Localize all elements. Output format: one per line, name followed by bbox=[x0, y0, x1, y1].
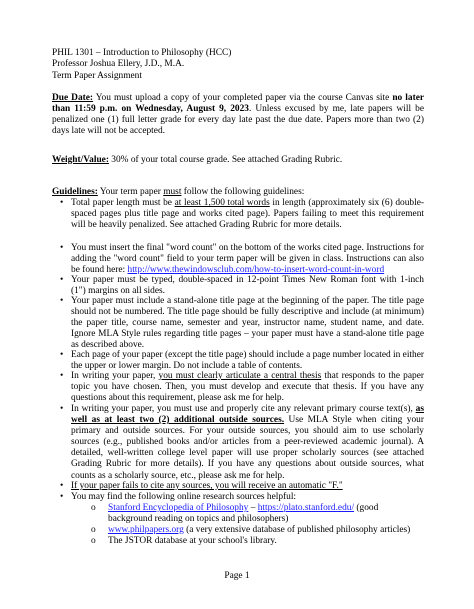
plato-url-link[interactable]: https://plato.stanford.edu/ bbox=[257, 503, 355, 513]
guidelines-label: Guidelines: bbox=[52, 187, 98, 197]
philpapers-link[interactable]: www.philpapers.org bbox=[108, 525, 184, 535]
source-item: o www.philpapers.org (a very extensive database of published philosophy articles) bbox=[91, 525, 411, 535]
source-item: o Stanford Encyclopedia of Philosophy – https://plato.stanford.edu/ (good background reading on topics and philosophers) bbox=[91, 503, 379, 525]
list-item: • Total paper length must be at least 1,500 total words in length (approximately six (6) double-spaced pages plus title page and works cited page). Papers failing to meet this requirement will be heavily penalized. See attached Grading Rubric for more details. bbox=[60, 198, 424, 231]
professor-name: Professor Joshua Ellery, J.D., M.A. bbox=[52, 59, 185, 70]
due-date-paragraph: Due Date: You must upload a copy of your completed paper via the course Canvas site no later than 11:59 p.m. on Wednesday, August 9, 2023. Unless excused by me, late papers will be penalized one (1) full letter grade for every day late past the due date. Papers more than two (2) days late will not be accepted. bbox=[52, 93, 425, 137]
list-item: • In writing your paper, you must use and properly cite any relevant primary course text(s), as well as at least two (2) additional outside sources. Use MLA Style when citing your primary and outside sources. For your outside sources, you should aim to use scholarly sources (e.g., published books and/or articles from a peer-reviewed academic journal). A detailed, well-written college level paper will use proper scholarly sources (see attached Grading Rubric for more details). If you have any questions about outside sources, what counts as a scholarly source, etc., please ask me for help. bbox=[60, 404, 424, 481]
guidelines-heading: Guidelines: Your term paper must follow the following guidelines: bbox=[52, 187, 305, 197]
list-item: • Each page of your paper (except the title page) should include a page number located in either the upper or lower margin. Do not include a table of contents. bbox=[60, 350, 424, 372]
source-item: o The JSTOR database at your school's library. bbox=[91, 536, 277, 546]
weight-label: Weight/Value: bbox=[52, 155, 109, 165]
stanford-encyclopedia-link[interactable]: Stanford Encyclopedia of Philosophy bbox=[108, 503, 249, 513]
page-number: Page 1 bbox=[224, 571, 250, 581]
list-item: • In writing your paper, you must clearly articulate a central thesis that responds to the paper topic you have chosen. Then, you must develop and execute that thesis. If you have any questions about this requirement, please ask me for help. bbox=[60, 371, 424, 404]
list-item: • You must insert the final "word count" on the bottom of the works cited page. Instructions for adding the "word count" field to your term paper will be given in class. Instructions can also be found here: http://www.thewindowsclub.com/how-to-insert-word-count-in-word bbox=[60, 243, 424, 276]
assignment-title: Term Paper Assignment bbox=[52, 70, 142, 81]
due-date-deadline: no later than 11:59 p.m. on Wednesday, August 9, 2023 bbox=[52, 93, 425, 115]
list-item: • Your paper must include a stand-alone title page at the beginning of the paper. The title page should not be numbered. The title page should be fully descriptive and include (at minimum) the paper title, course name, semester and year, instructor name, student name, and date. Ignore MLA Style rules regarding title pages – your paper must have a stand-alone title page as described above. bbox=[60, 296, 424, 351]
list-item: • Your paper must be typed, double-spaced in 12-point Times New Roman font with 1-inch (1") margins on all sides. bbox=[60, 275, 424, 297]
document-header bbox=[52, 48, 432, 82]
word-count-link[interactable]: http://www.thewindowsclub.com/how-to-insert-word-count-in-word bbox=[127, 265, 385, 276]
due-date-label: Due Date: bbox=[52, 93, 94, 103]
weight-paragraph: Weight/Value: 30% of your total course grade. See attached Grading Rubric. bbox=[52, 155, 343, 165]
list-item: • If your paper fails to cite any sources, you will receive an automatic "F." bbox=[60, 481, 343, 491]
course-title: PHIL 1301 – Introduction to Philosophy (HCC) bbox=[52, 48, 232, 58]
list-item: • You may find the following online research sources helpful: bbox=[60, 492, 297, 502]
